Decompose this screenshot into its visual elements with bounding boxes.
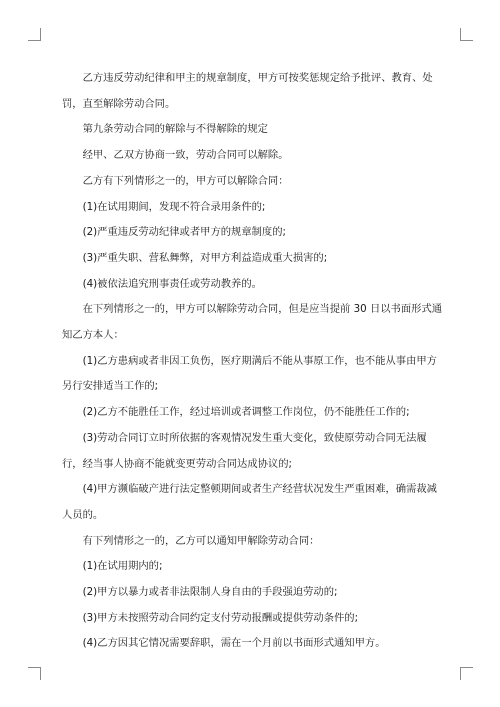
paragraph-notice-termination: 在下列情形之一的，甲方可以解除劳动合同，但是应当提前 30 日以书面形式通知乙方本人： xyxy=(62,303,443,342)
list-item: (3)劳动合同订立时所依据的客观情况发生重大变化，致使原劳动合同无法履行，经当事人协商不能就变更劳动合同达成协议的; xyxy=(62,431,427,470)
list-item: (1)在试用期间，发现不符合录用条件的; xyxy=(82,200,266,213)
list-item: (4)被依法追究刑事责任或劳动教养的。 xyxy=(82,277,262,290)
list-item: (1)在试用期内的; xyxy=(82,560,163,573)
list-item: (3)严重失职、营私舞弊，对甲方利益造成重大损害的; xyxy=(82,251,328,264)
paragraph-discipline: 乙方违反劳动纪律和甲主的规章制度，甲方可按奖惩规定给予批评、教育、处罚，直至解除劳动合同。 xyxy=(62,72,433,110)
list-item: (1)乙方患病或者非因工负伤，医疗期满后不能从事原工作，也不能从事由甲方另行安排适当工作的; xyxy=(62,354,437,393)
crop-mark-bottom-right xyxy=(460,667,473,680)
paragraph-party-b-notice: 有下列情形之一的，乙方可以通知甲解除劳动合同： xyxy=(82,534,320,547)
list-item: (3)甲方未按照劳动合同约定支付劳动报酬或提供劳动条件的; xyxy=(82,611,359,624)
crop-mark-top-left xyxy=(28,28,41,41)
document-body xyxy=(62,66,444,657)
list-item: (4)乙方因其它情况需要辞职，需在一个月前以书面形式通知甲方。 xyxy=(82,637,386,650)
paragraph-mutual-termination: 经甲、乙双方协商一致，劳动合同可以解除。 xyxy=(82,149,289,162)
list-item: (4)甲方濒临破产进行法定整顿期间或者生产经营状况发生严重困难，确需裁减人员的。 xyxy=(62,483,437,521)
crop-mark-top-right xyxy=(460,28,473,41)
section-heading-article-9: 第九条劳动合同的解除与不得解除的规定 xyxy=(82,123,268,136)
list-item: (2)乙方不能胜任工作，经过培训或者调整工作岗位，仍不能胜任工作的; xyxy=(82,406,410,419)
crop-mark-bottom-left xyxy=(28,667,41,680)
list-item: (2)甲方以暴力或者非法限制人身自由的手段强迫劳动的; xyxy=(82,586,338,599)
list-item: (2)严重违反劳动纪律或者甲方的规章制度的; xyxy=(82,226,286,239)
paragraph-party-b-conditions: 乙方有下列情形之一的，甲方可以解除合同： xyxy=(82,174,289,187)
